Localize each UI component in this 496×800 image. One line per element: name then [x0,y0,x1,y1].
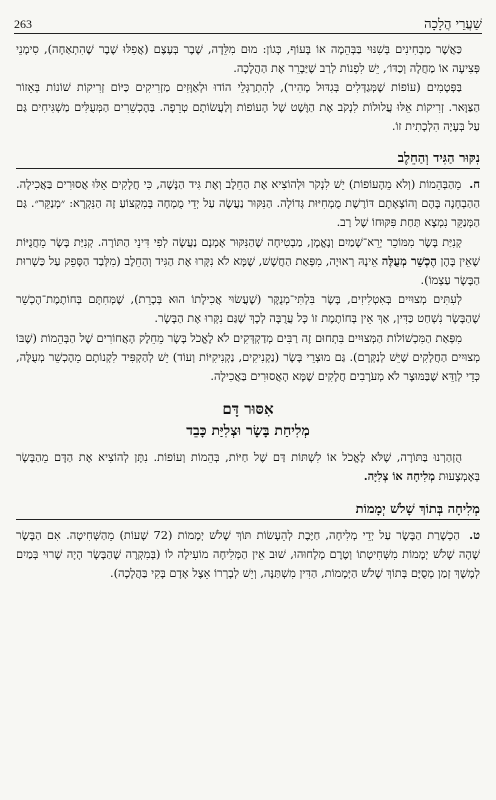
intro-paragraph-2: בַּפְּטָמִים (עוֹפוֹת שֶׁמְּגַדְּלִים בְּגִדּוּל מָהִיר), לְהִתְרַגְּלֵי הוֹדוּ וּלְאַוָּזִים מַזְרִיקִים כַּיּוֹם זְרִיקוֹת שׁוֹנוֹת בְּאֵזוֹר הַצַּוָּאר. זְרִיקוֹת אֵלּוּ עֲלוּלוֹת לִנְקֹב אֶת הַוֶּשֶׁט שֶׁל הָעוֹפוֹת וְלַעֲשׂוֹתָם טְרֵפָה. בַּהֶכְשֵׁרִים הַמְּעֻלִּים מַשְׁגִּיחִים גַּם עַל בְּעָיָה הִלְכָתִית זוֹ. [16,80,480,133]
paragraph-kniyat-3: מִפְּאַת הַמִּכְשׁוֹלוֹת הַמְּצוּיִים בִּתְחוּם זֶה רַבִּים מְדַקְדְּקִים לֹא לֶאֱכֹל בָּשָׂר מֵחֵלֶק הָאֲחוֹרִים שֶׁל הַבְּהֵמוֹת (שֶׁבּוֹ מְצוּיִים הַחֲלָקִים שֶׁיֵּשׁ לְנַקְּרָם). גַּם מוּצְרֵי בָּשָׂר (נַקְנִיקִים, נַקְנִיקִיּוֹת וְעוֹד) יֵשׁ לְהַקְפִּיד לִקְנוֹתָם מֵהֶכְשֵׁר מְעֻלֶּה, כְּדֵי לְוַדֵּא שֶׁבַּמּוּצָר לֹא מְעֹרָבִים חֲלָקִים שֶׁמָּא הָאֲסוּרִים בַּאֲכִילָה. [16,330,480,384]
intro-paragraph-1: כַּאֲשֶׁר מַבְחִינִים בְּשִׁנּוּי בַּבְּהֵמָה אוֹ בָּעוֹף, כְּגוֹן: מוּם מִלֵּדָה, שֶׁבֶר בְּעֶצֶם (אֲפִלּוּ שֶׁבֶר שֶׁהִתְאַחָה), סִימָנֵי פְּצִיעָה אוֹ מַחֲלָה וְכַדּוֹ׳, יֵשׁ לִפְנוֹת לְרַב שֶׁיַּבָרֵר אֶת הַהֲלָכָה. [16,42,480,76]
paragraph-tet [16,526,480,584]
section-heading-nikkur: נִקּוּר הַגִּיד וְהַחֵלֶב [16,150,480,169]
dam-bold: מְלִיחָה אוֹ צְלִיָּה. [363,469,436,484]
page-number: 263 [14,17,32,31]
section-heading-meliha: מְלִיחָה בְּתוֹךְ שָׁלֹשׁ יְמָמוֹת [16,501,480,520]
chapter-subtitle: מְלִיחַת בָּשָׂר וּצְלִיַּת כָּבֵד [186,423,310,440]
paragraph-tet-text: הַכְשָׁרַת הַבָּשָׂר עַל יְדֵי מְלִיחָה, חַיֶּבֶת לְהֵעָשׂוֹת תּוֹךְ שָׁלֹשׁ יְמָמוֹת (72 שָׁעוֹת) מֵהַשְּׁחִיטָה. אִם הַבָּשָׂר שָׁהָה שָׁלֹשׁ יְמָמוֹת מִשְּׁחִיטָתוֹ וְטֶרֶם מְלָחוּהוּ, שׁוּב אֵין הַמְּלִיחָה מוֹעִילָה לוֹ (בְּמִקְרֶה שֶׁהַבָּשָׂר הָיָה שָׁרוּי בְּמַיִם לְמֶשֶׁךְ זְמַן מְסֻיָּם בְּתוֹךְ שָׁלֹשׁ הַיְּמָמוֹת, הַדִּין מִשְׁתַּנֶּה, וְיֵשׁ לְבָרְרוֹ אֵצֶל אָדָם בָּקִי בַּהֲלָכָה). [16,527,480,581]
header-divider [14,33,482,34]
kniyat-1-bold: הֶכְשֵׁר מְעֻלֶּה [381,253,437,268]
paragraph-het-text: מֵהַבְּהֵמוֹת (וְלֹא מֵהָעוֹפוֹת) יֵשׁ לִנְקֹר וּלְהוֹצִיא אֶת הַחֵלֶב וְאֶת גִּיד הַנָּשֶׁה, כִּי חֲלָקִים אֵלּוּ אֲסוּרִים בַּאֲכִילָה. הַהַבְחָנָה בָּהֶם וְהוֹצָאָתָם דּוֹרֶשֶׁת מֻמְחִיּוּת גְּדוֹלָה. הַנִּקּוּר נַעֲשֶׂה עַל יְדֵי מֻמְחֶה בְּמִקְצוֹעַ זֶה הַנִּקְרָא: ״מְנַקֵּר״. גַּם הַמְּנַקֵּר נִמְצָא תַּחַת פִּקּוּחוֹ שֶׁל רַב. [16,177,480,230]
paragraph-kniyat-1 [16,233,480,291]
chapter-title: אִסּוּר דָּם [222,400,274,419]
running-title: שַׁעֲרֵי הֲלָכָה [424,17,482,32]
dam-start: הֻזְהַרְנוּ בַּתּוֹרָה, שֶׁלֹּא לֶאֱכֹל אוֹ לִשְׁתּוֹת דַּם שֶׁל חַיּוֹת, בְּהֵמוֹת וְעוֹפוֹת. נִתָּן לְהוֹצִיא אֶת הַדָּם מֵהַבָּשָׂר בְּאֶמְצָעוּת [16,450,480,484]
paragraph-kniyat-2: לְעִתִּים מְצוּיִים בְּאִטְלִיזִים, בָּשָׂר בִּלְתִּי־מְנֻקָּר (שֶׁעֲשׂוּי אֲכִילָתוֹ הוּא בְּכָרֵת), שֶׁמְּחִתָּם בְּחוֹתֶמֶת־הֶכְשֵׁר שֶׁהַבָּשָׂר נִשְׁחַט כַּדִּין, אַךְ אֵין בְּחוֹתֶמֶת זוֹ כָּל עֲרֻבָּה לְכָךְ שֶׁגַּם נִקְּרוּ אֶת הַבָּשָׂר. [16,292,480,326]
paragraph-letter-het: ח. [469,177,480,192]
paragraph-letter-tet: ט. [469,527,480,542]
page-header [14,10,482,32]
kniyat-1-start: קְנִיַּת בָּשָׂר מִמּוֹכֵר יְרֵא־שָׁמַיִם וְנֶאֱמָן, מַבְטִיחָה שֶׁהַנִּקּוּר אָמְנָם נַעֲשָׂה לְפִי דִּינֵי הַתּוֹרָה. קְנִיַּת בָּשָׂר מֵחֲנֻיּוֹת שֶׁאֵין בָּהֶן [16,234,480,268]
kniyat-1-end: אֵינָהּ רְאוּיָה, מִפְּאַת הַחֲשָׁשׁ, שֶׁמָּא לֹא נִקְּרוּ אֶת הַגִּיד וְהַחֵלֶב (מִלְּבַד הַסָּפֵק עַל כַּשְׁרוּת הַבָּשָׂר עַצְמוֹ). [16,253,480,288]
paragraph-dam [16,448,480,486]
paragraph-het [16,175,480,233]
page-body [16,40,480,583]
